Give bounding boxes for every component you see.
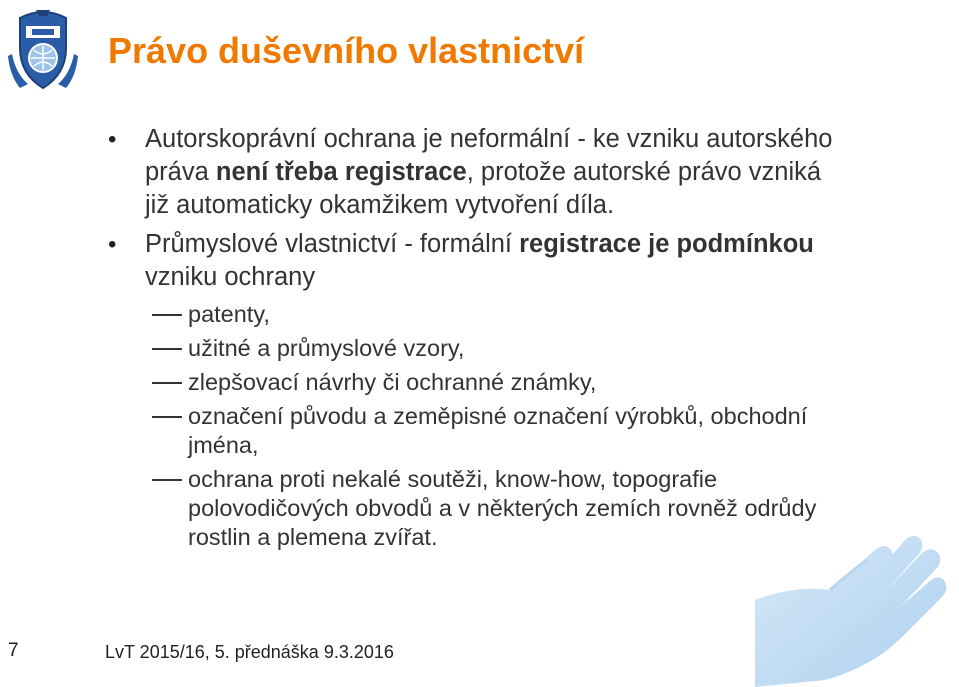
sub-item-text: ochrana proti nekalé soutěži, know-how, topografie polovodičových obvodů a v některých zemích rovněž odrůdy rostlin a plemena zvířat. (188, 466, 817, 550)
sub-item-utility-models (108, 334, 848, 363)
bullet-dot: • (108, 126, 117, 153)
bullet-industrial-property (108, 228, 848, 294)
sub-item-text: označení původu a zeměpisné označení výrobků, obchodní jména, (188, 403, 808, 458)
slide-content (108, 123, 848, 557)
slide-title: Právo duševního vlastnictví (108, 30, 585, 71)
bullet-text-part: Průmyslové vlastnictví - formální (145, 230, 520, 258)
bullet-text-bold: registrace je podmínkou (519, 230, 814, 258)
sub-item-trademarks (108, 368, 848, 397)
dash-marker (152, 314, 182, 316)
dash-marker (152, 348, 182, 350)
bullet-text-part: vzniku ochrany (145, 263, 316, 291)
sub-item-text: patenty, (188, 301, 270, 327)
slide-footer: LvT 2015/16, 5. přednáška 9.3.2016 (105, 642, 394, 662)
university-logo-icon (6, 4, 80, 92)
sub-item-unfair-competition (108, 465, 848, 552)
sub-item-text: zlepšovací návrhy či ochranné známky, (188, 369, 597, 395)
dash-marker (152, 479, 182, 481)
page-number: 7 (8, 640, 19, 661)
sub-item-text: užitné a průmyslové vzory, (188, 335, 465, 361)
bullet-dot: • (108, 231, 117, 258)
bullet-copyright (108, 123, 848, 222)
sub-item-patents (108, 300, 848, 329)
open-hand-icon (755, 490, 959, 687)
dash-marker (152, 416, 182, 418)
bullet-text-part: , protože autorské právo vzniká již automaticky okamžikem vytvoření díla. (145, 158, 822, 219)
dash-marker (152, 382, 182, 384)
sub-item-origin (108, 402, 848, 460)
bullet-text-bold: není třeba registrace (215, 158, 467, 186)
sub-list (108, 300, 848, 552)
bullet-text-part: Autorskoprávní ochrana je neformální - ke vzniku autorského práva (145, 125, 833, 186)
